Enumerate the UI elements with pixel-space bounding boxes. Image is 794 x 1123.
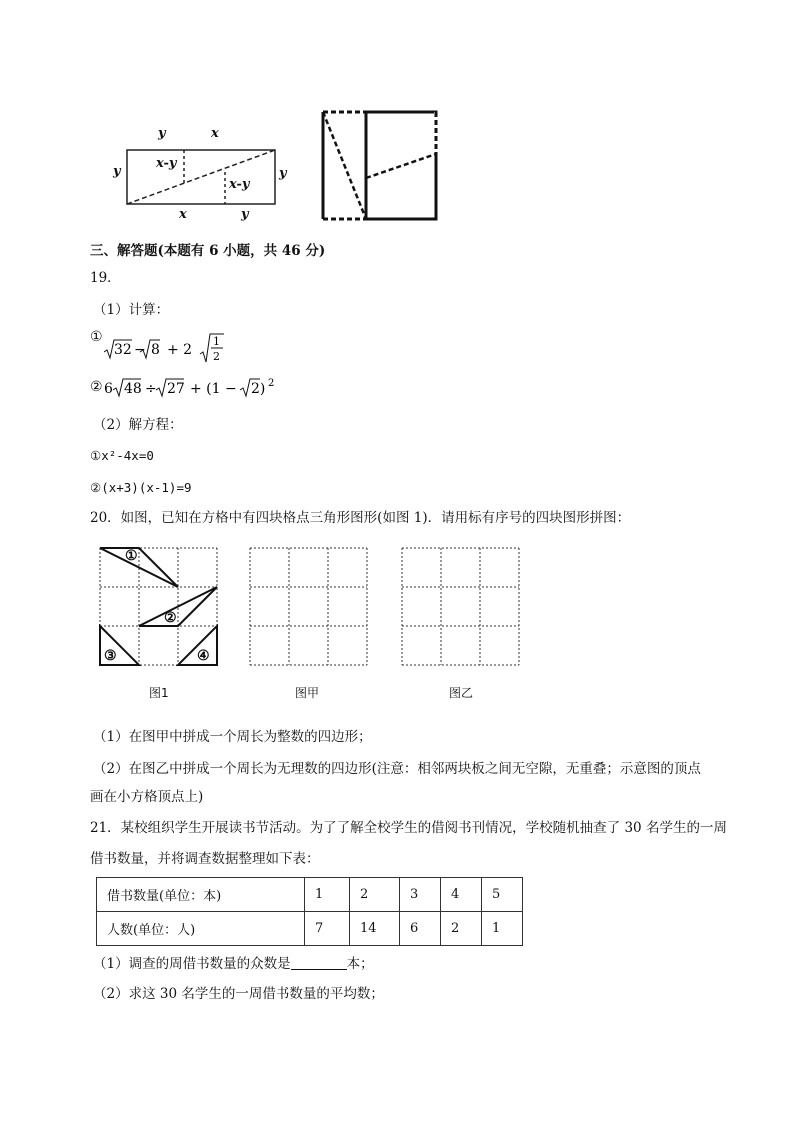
q21-sub2: （2）求这 30 名学生的一周借书数量的平均数； — [93, 986, 384, 1002]
table-row — [97, 878, 523, 912]
q19-eq2: ②(x+3)(x-1)=9 — [90, 480, 192, 495]
table-header-cell: 借书数量(单位：本) — [97, 878, 305, 912]
svg-text:8: 8 — [151, 342, 160, 358]
rectangle-figure — [105, 120, 305, 230]
q19-eq1: ①x²-4x=0 — [90, 448, 154, 463]
section-heading: 三、解答题(本题有 6 小题，共 46 分) — [90, 243, 326, 259]
fig-label-jia: 图甲 — [295, 686, 320, 700]
svg-text:6: 6 — [104, 381, 113, 397]
figure-yi-grid — [400, 546, 522, 670]
table-cell: 3 — [400, 878, 441, 912]
answer-blank[interactable] — [291, 955, 347, 970]
dim-right-y: y — [279, 166, 287, 181]
q19-part2: （2）解方程： — [93, 417, 183, 433]
rearranged-figure — [318, 108, 443, 226]
table-cell: 6 — [400, 912, 441, 946]
q19-expr2 — [90, 376, 275, 402]
dim-bottom-y: y — [241, 207, 249, 222]
q20-sub2-line1: （2）在图乙中拼成一个周长为无理数的四边形(注意：相邻两块板之间无空隙，无重叠；示意图的顶点 — [93, 761, 701, 777]
svg-text:27: 27 — [167, 381, 185, 397]
fig-label-yi: 图乙 — [449, 686, 474, 700]
circle-one: ① — [90, 329, 103, 345]
dim-inner-right: x-y — [229, 177, 250, 192]
dim-bottom-x: x — [179, 207, 187, 222]
dim-top-y: y — [158, 126, 166, 141]
svg-text:2): 2) — [251, 381, 266, 397]
dim-inner-left: x-y — [156, 156, 177, 171]
q21-sub1 — [93, 954, 374, 974]
q21-stem-line2: 借书数量，并将调查数据整理如下表： — [90, 851, 320, 867]
table-cell: 4 — [441, 878, 482, 912]
q21-sub1-text: （1）调查的周借书数量的众数是 — [93, 956, 291, 972]
q19-part1: （1）计算： — [93, 302, 170, 318]
table-header-cell: 人数(单位：人) — [97, 912, 305, 946]
figure-jia-grid — [248, 546, 370, 670]
svg-text:+ 2: + 2 — [167, 342, 193, 358]
table-cell: 14 — [350, 912, 400, 946]
svg-text:1: 1 — [213, 335, 220, 348]
table-cell: 2 — [441, 912, 482, 946]
q20-sub2-line2: 画在小方格顶点上) — [90, 789, 204, 805]
svg-text:−: − — [134, 342, 146, 358]
svg-text:48: 48 — [124, 381, 142, 397]
svg-text:+ (1 −: + (1 − — [190, 381, 237, 397]
table-row — [97, 912, 523, 946]
shape-label-2: ② — [164, 610, 177, 626]
svg-text:2: 2 — [213, 350, 220, 363]
q19-number: 19． — [90, 270, 121, 286]
q20-sub1: （1）在图甲中拼成一个周长为整数的四边形； — [93, 729, 372, 745]
dim-left-y: y — [113, 164, 121, 179]
table-cell: 5 — [482, 878, 523, 912]
fig-label-1: 图1 — [149, 686, 169, 700]
table-cell: 2 — [350, 878, 400, 912]
table-cell: 1 — [482, 912, 523, 946]
svg-text:32: 32 — [114, 342, 132, 358]
shape-label-3: ③ — [104, 648, 117, 664]
q20-stem: 20．如图，已知在方格中有四块格点三角形图形(如图 1)．请用标有序号的四块图形拼图： — [90, 510, 631, 526]
borrow-table — [96, 877, 523, 946]
table-cell: 1 — [305, 878, 350, 912]
table-cell: 7 — [305, 912, 350, 946]
q21-stem-line1: 21．某校组织学生开展读书节活动。为了了解全校学生的借阅书刊情况，学校随机抽查了 30 名学生的一周 — [90, 820, 727, 836]
svg-text:2: 2 — [268, 378, 275, 389]
shape-label-1: ① — [125, 548, 138, 564]
shape-label-4: ④ — [197, 648, 210, 664]
dim-top-x: x — [211, 126, 219, 141]
q19-expr1 — [90, 329, 220, 363]
circle-two: ② — [90, 379, 103, 395]
q21-sub1-unit: 本； — [346, 956, 374, 972]
svg-text:÷: ÷ — [145, 381, 157, 397]
